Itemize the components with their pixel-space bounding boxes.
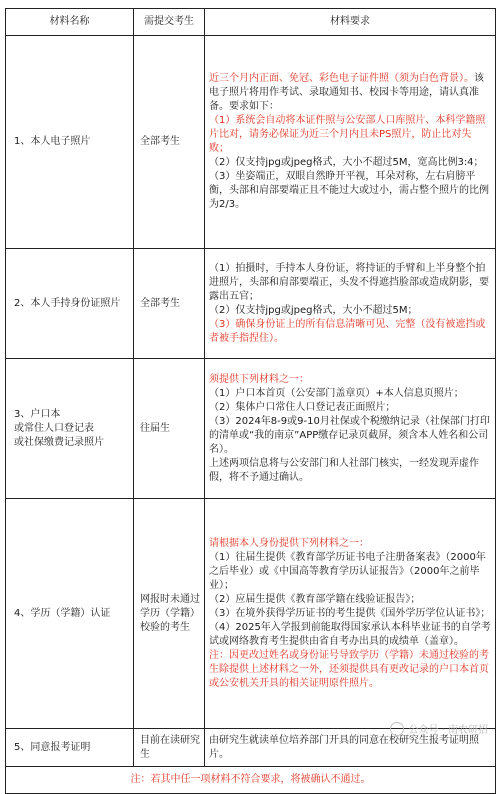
requirement-text: （2）仅支持jpg或jpeg格式，大小不超过5M，宽高比例3:4； — [209, 157, 484, 168]
requirement-text: 请根据本人身份提供下列材料之一： — [209, 537, 369, 549]
requirement-text: 近三个月内正面、免冠、彩色电子证件照（须为白色背景）。 — [209, 73, 474, 84]
watermark — [390, 721, 488, 736]
requirement-text: （1）拍摄时，手持本人身份证，将持证的手臂和上半身整个拍进照片，头部和肩部要端正，头发不得遮挡脸部或造成阴影，要露出五官； — [209, 262, 489, 302]
requirement-text: （2）仅支持jpg或jpeg格式，大小不超过5M； — [209, 304, 418, 316]
table-row — [6, 36, 496, 249]
watermark-text: 公众号 · 南农研招 — [408, 725, 488, 736]
header-required-examinees: 需提交考生 — [134, 9, 205, 36]
table-row — [6, 359, 496, 499]
material-requirements — [205, 359, 496, 499]
requirement-text: （3）2024年8-9或9-10月社保或个税缴纳记录（社保部门打印的清单或“我的南京”APP缴存记录页截屏，须含本人姓名和公司名）。 — [209, 415, 490, 455]
requirement-text: （1）户口本首页（公安部门盖章页）+本人信息页照片； — [209, 387, 464, 399]
requirement-text: 该电子照片将用作考试、录取通知书、校园卡等用途，请认真准备。要求如下： — [209, 73, 484, 112]
requirement-text: 上述两项信息将与公安部门和人社部门核实，一经发现弄虚作假，将不予通过确认。 — [209, 457, 479, 483]
footnote: 注：若其中任一项材料不符合要求，将被确认不通过。 — [6, 767, 496, 794]
wechat-icon — [390, 722, 404, 736]
required-examinees: 目前在读研究生 — [134, 729, 205, 767]
material-name: 4、学历（学籍）认证 — [6, 499, 134, 729]
required-examinees: 全部考生 — [134, 249, 205, 359]
materials-table — [5, 8, 496, 794]
footnote-row — [6, 767, 496, 794]
material-requirements — [205, 249, 496, 359]
table-row — [6, 249, 496, 359]
material-name: 5、同意报考证明 — [6, 729, 134, 767]
requirement-text: （3）坐姿端正，双眼自然睁开平视，耳朵对称，左右肩膀平衡，头部和肩部要端正且不能过大或过小，需占整个照片的比例为2/3。 — [209, 171, 489, 210]
requirement-text: （1）系统会自动将本证件照与公安部人口库照片、本科学籍照片比对，请务必保证为近三个月内且未PS照片，防止比对失败； — [209, 115, 486, 154]
required-examinees: 往届生 — [134, 359, 205, 499]
header-requirements: 材料要求 — [205, 9, 496, 36]
requirement-text: （3）在境外获得学历证书的考生提供《国外学历学位认证书》； — [209, 607, 491, 619]
requirement-text: 须提供下列材料之一： — [209, 373, 309, 385]
material-name: 3、户口本 或常住人口登记表 或社保缴费记录照片 — [6, 359, 134, 499]
requirement-text: （2）集体户口常住人口登记表正面照片； — [209, 401, 396, 413]
requirement-text: 由研究生就读单位培养部门开具的同意在校研究生报考证明照片。 — [209, 734, 479, 760]
material-name: 2、本人手持身份证照片 — [6, 249, 134, 359]
material-requirements — [205, 499, 496, 729]
table-row — [6, 499, 496, 729]
requirement-text: 注：因更改过姓名或身份证号导致学历（学籍）未通过校验的考生除提供上述材料之一外，还须提供具有更改记录的户口本首页或公安机关开具的相关证明原件照片。 — [209, 649, 489, 689]
header-material-name: 材料名称 — [6, 9, 134, 36]
table-header-row — [6, 9, 496, 36]
required-examinees: 全部考生 — [134, 36, 205, 249]
requirement-text: （3）确保身份证上的所有信息清晰可见、完整（没有被遮挡或者被手指捏住）。 — [209, 318, 486, 344]
material-requirements — [205, 36, 496, 249]
requirement-text: （2）应届生提供《教育部学籍在线验证报告》； — [209, 593, 421, 605]
requirement-text: （1）往届生提供《教育部学历证书电子注册备案表》（2000年之后毕业）或《中国高等教育学历认证报告》（2000年之前毕业）； — [209, 551, 486, 591]
requirement-text: （4）2025年入学报到前能取得国家承认本科毕业证书的自学考试或网络教育考生提供由省自考办出具的成绩单（盖章）。 — [209, 621, 491, 647]
material-name: 1、本人电子照片 — [6, 36, 134, 249]
required-examinees: 网报时未通过学历（学籍）校验的考生 — [134, 499, 205, 729]
